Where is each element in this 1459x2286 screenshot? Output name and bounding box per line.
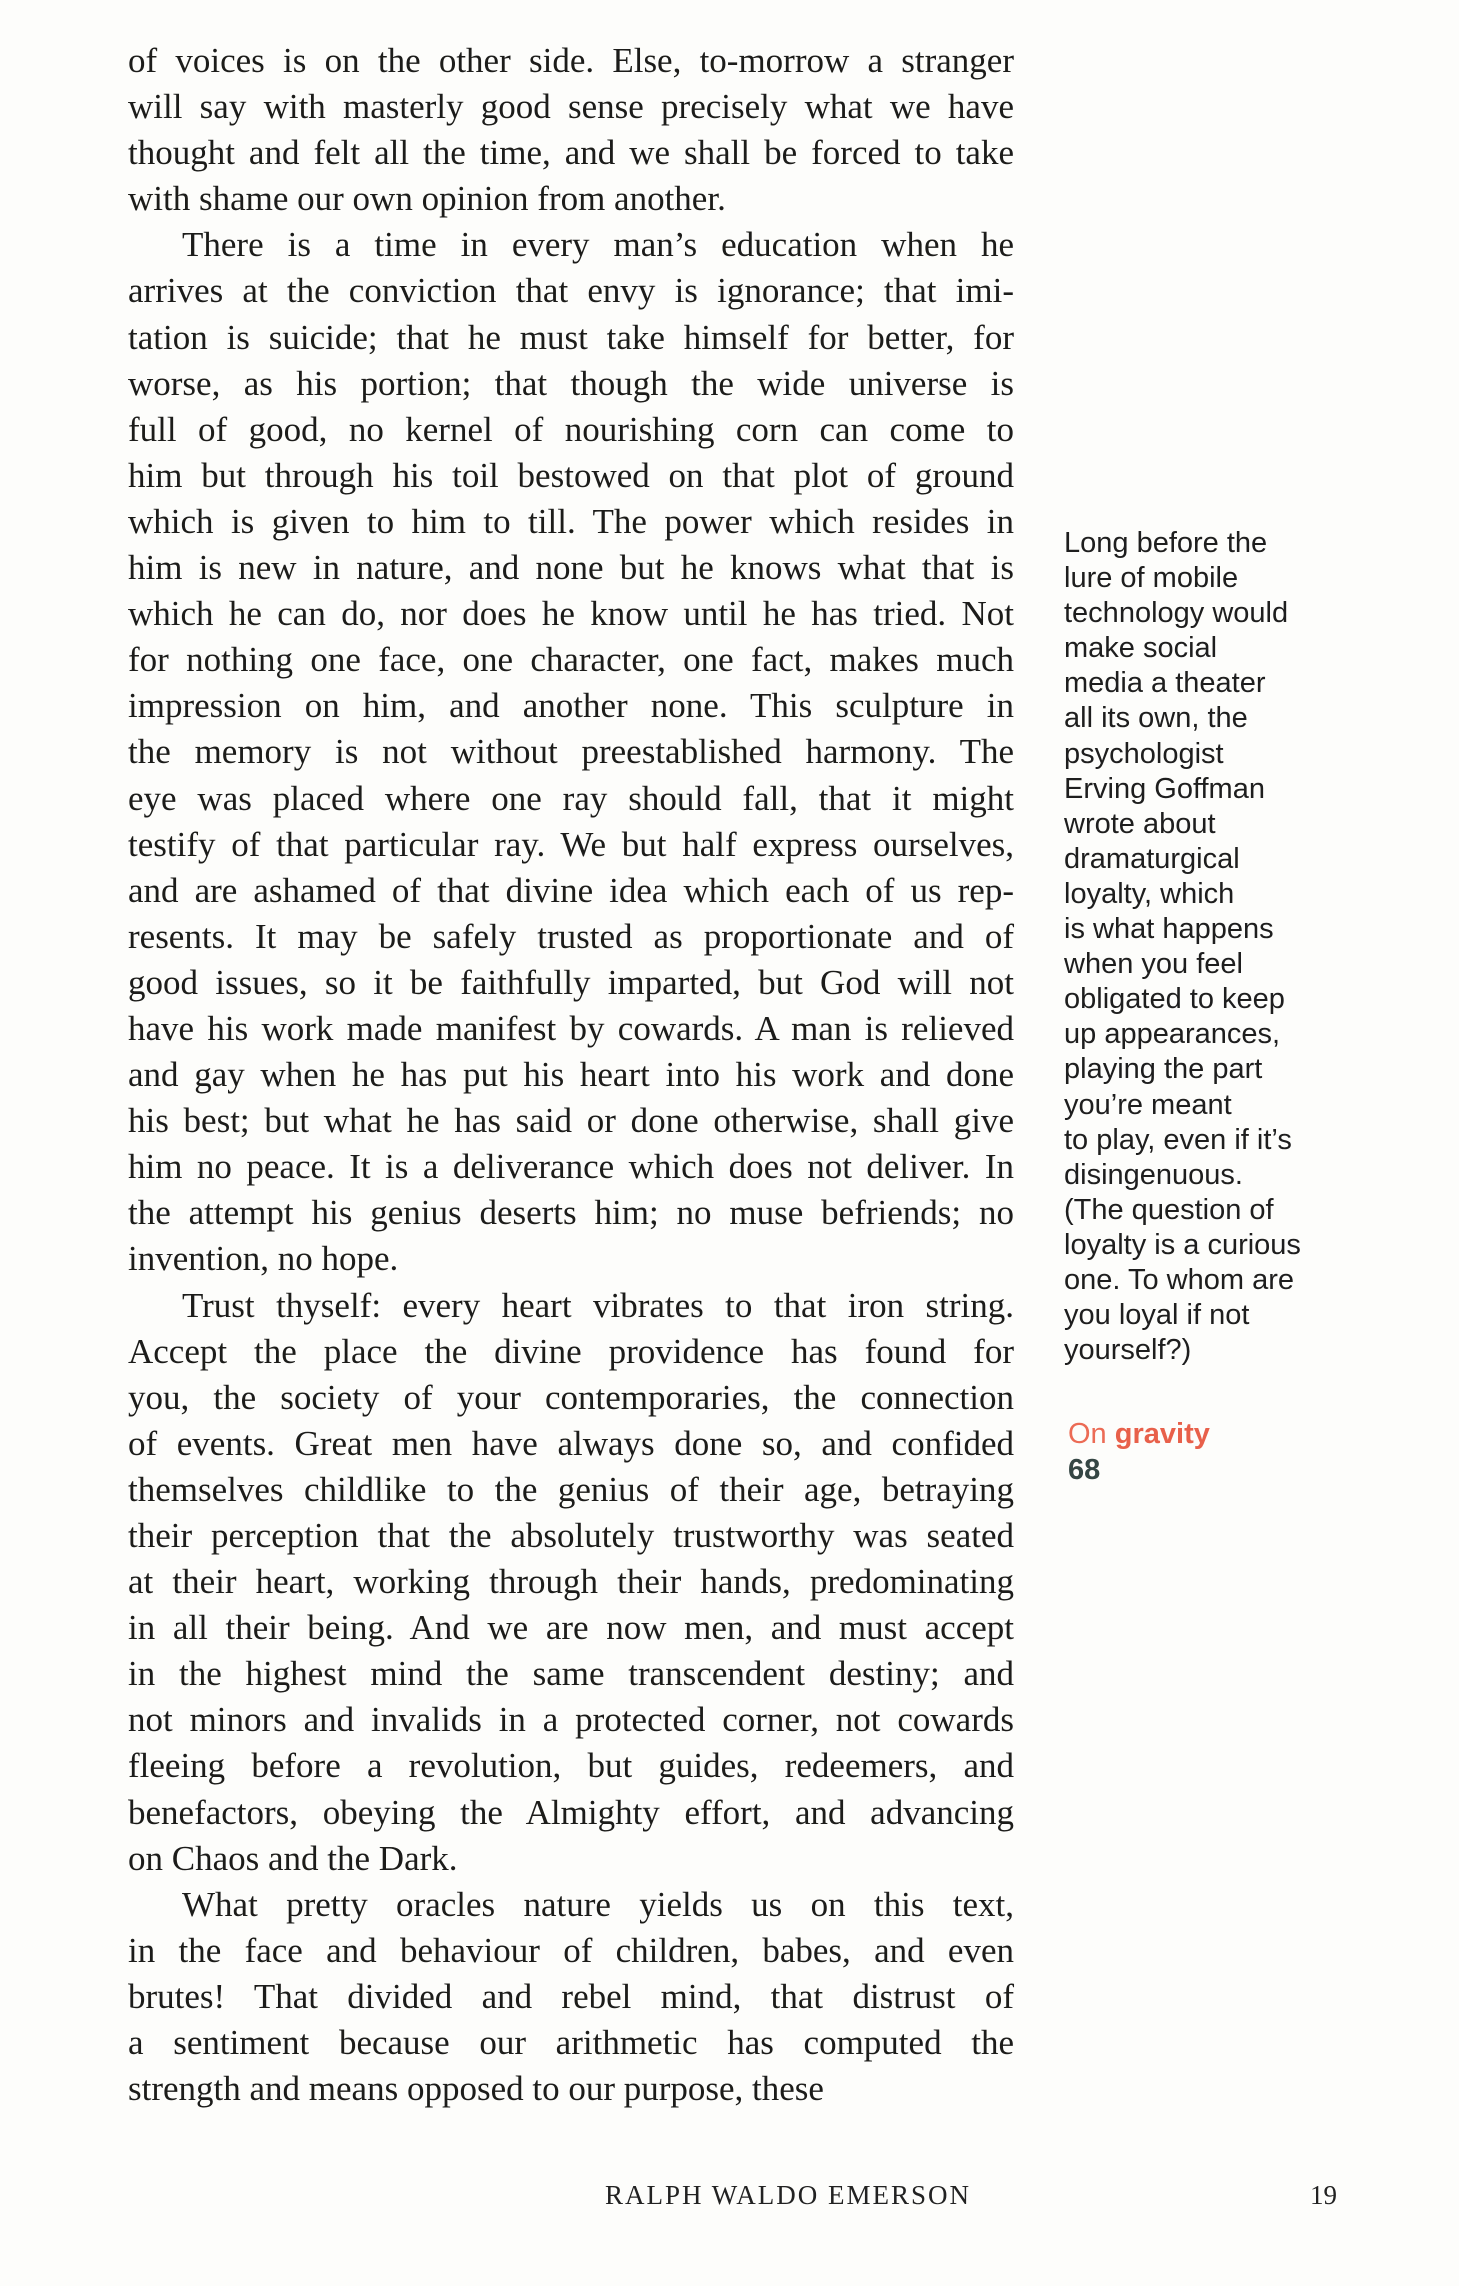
sidenote-line: all its own, the <box>1064 702 1248 735</box>
body-line: arrives at the conviction that envy is ignorance; that imi- <box>128 271 1014 311</box>
body-line: resents. It may be safely trusted as proportionate and of <box>128 916 1014 956</box>
sidenote-line: psychologist <box>1064 737 1224 770</box>
body-line: of voices is on the other side. Else, to-morrow a stranger <box>128 41 1014 80</box>
sidenote-line: is what happens <box>1064 913 1274 946</box>
page-number: 19 <box>1310 2180 1337 2210</box>
body-line: the attempt his genius deserts him; no muse befriends; no <box>128 1193 1014 1233</box>
body-line: thought and felt all the time, and we shall be forced to take <box>128 133 1014 173</box>
body-line: with shame our own opinion from another. <box>128 179 726 219</box>
body-line: of events. Great men have always done so, and confided <box>128 1423 1014 1463</box>
body-line: for nothing one face, one character, one fact, makes much <box>128 640 1014 680</box>
body-line: strength and means opposed to our purpose, these <box>128 2069 824 2109</box>
body-line: Trust thyself: every heart vibrates to that iron string. <box>182 1285 1014 1325</box>
sidenote-line: yourself?) <box>1064 1334 1192 1367</box>
body-line: What pretty oracles nature yields us on this text, <box>182 1884 1014 1924</box>
sidenote-line: you’re meant <box>1064 1088 1232 1121</box>
body-line: Accept the place the divine providence has found for <box>128 1331 1014 1371</box>
sidenote-line: media a theater <box>1064 667 1266 700</box>
sidenote-line: one. To whom are <box>1064 1263 1294 1296</box>
sidenote-line: up appearances, <box>1064 1018 1281 1051</box>
body-line: in the highest mind the same transcendent destiny; and <box>128 1654 1014 1694</box>
sidenote-line: technology would <box>1064 597 1289 630</box>
cross-reference <box>1068 1416 1210 1488</box>
sidenote-line: make social <box>1064 632 1218 665</box>
sidenote-line: playing the part <box>1064 1053 1263 1086</box>
body-line: the memory is not without preestablished harmony. The <box>128 732 1014 772</box>
cross-ref-page: 68 <box>1068 1454 1101 1486</box>
body-line: benefactors, obeying the Almighty effort, and advancing <box>128 1792 1014 1832</box>
body-line: There is a time in every man’s education when he <box>182 225 1014 265</box>
body-line: at their heart, working through their hands, predominating <box>128 1562 1014 1602</box>
sidenote-line: disingenuous. <box>1064 1158 1243 1191</box>
body-line: impression on him, and another none. This sculpture in <box>128 686 1014 726</box>
body-line: invention, no hope. <box>128 1239 399 1279</box>
body-line: and are ashamed of that divine idea which each of us rep- <box>128 870 1014 910</box>
body-line: themselves childlike to the genius of their age, betraying <box>128 1469 1014 1509</box>
sidenote-line: wrote about <box>1064 807 1216 840</box>
sidenote-line: (The question of <box>1064 1193 1274 1226</box>
body-line: which is given to him to till. The power which resides in <box>128 501 1014 541</box>
body-line: good issues, so it be faithfully imparted, but God will not <box>128 962 1014 1002</box>
body-line: on Chaos and the Dark. <box>128 1838 458 1878</box>
body-line: his best; but what he has said or done otherwise, shall give <box>128 1101 1014 1141</box>
body-line: testify of that particular ray. We but half express ourselves, <box>128 824 1014 864</box>
sidenote-line: when you feel <box>1064 948 1243 981</box>
body-line: and gay when he has put his heart into his work and done <box>128 1055 1014 1095</box>
body-line: which he can do, nor does he know until he has tried. Not <box>128 594 1014 634</box>
body-line: in all their being. And we are now men, and must accept <box>128 1608 1014 1648</box>
body-line: him is new in nature, and none but he knows what that is <box>128 548 1014 588</box>
body-line: fleeing before a revolution, but guides, redeemers, and <box>128 1746 1014 1786</box>
cross-ref-prefix: On <box>1068 1418 1107 1450</box>
body-line: in the face and behaviour of children, babes, and even <box>128 1930 1014 1970</box>
sidenote <box>1064 526 1354 1368</box>
body-line: eye was placed where one ray should fall, that it might <box>128 778 1014 818</box>
body-line: you, the society of your contemporaries, the connection <box>128 1377 1014 1417</box>
sidenote-line: dramaturgical <box>1064 842 1240 875</box>
sidenote-line: loyalty is a curious <box>1064 1228 1301 1261</box>
body-line: not minors and invalids in a protected corner, not cowards <box>128 1700 1014 1740</box>
sidenote-line: obligated to keep <box>1064 983 1285 1016</box>
sidenote-line: loyalty, which <box>1064 877 1235 910</box>
body-line: their perception that the absolutely trustworthy was seated <box>128 1516 1014 1555</box>
cross-ref-topic: gravity <box>1114 1418 1210 1450</box>
sidenote-line: Long before the <box>1064 527 1268 559</box>
body-line: him but through his toil bestowed on that plot of ground <box>128 455 1014 495</box>
sidenote-line: to play, even if it’s <box>1064 1123 1292 1156</box>
body-line: full of good, no kernel of nourishing corn can come to <box>128 409 1014 449</box>
body-line: him no peace. It is a deliverance which does not deliver. In <box>128 1147 1014 1187</box>
body-line: have his work made manifest by cowards. A man is relieved <box>128 1008 1014 1048</box>
body-line: tation is suicide; that he must take himself for better, for <box>128 317 1014 357</box>
body-line: brutes! That divided and rebel mind, that distrust of <box>128 1976 1014 2016</box>
body-line: a sentiment because our arithmetic has computed the <box>128 2023 1014 2063</box>
sidenote-line: Erving Goffman <box>1064 772 1265 805</box>
main-text-column <box>128 38 1014 2112</box>
running-head: RALPH WALDO EMERSON <box>605 2180 972 2210</box>
sidenote-line: lure of mobile <box>1064 562 1239 595</box>
sidenote-line: you loyal if not <box>1064 1299 1250 1332</box>
body-line: worse, as his portion; that though the wide universe is <box>128 363 1014 403</box>
body-line: will say with masterly good sense precisely what we have <box>128 87 1014 127</box>
